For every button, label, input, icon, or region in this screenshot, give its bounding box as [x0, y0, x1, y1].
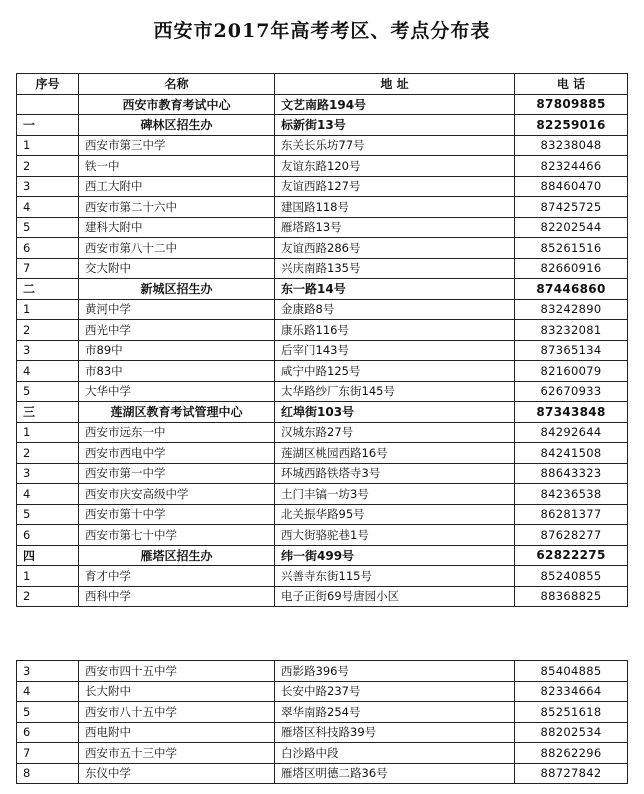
cell-address: 咸宁中路125号	[275, 361, 515, 382]
table-row	[17, 135, 628, 156]
cell-no: 2	[17, 586, 79, 607]
cell-address: 环城西路铁塔寺3号	[275, 463, 515, 484]
cell-no: 7	[17, 743, 79, 764]
cell-no: 4	[17, 361, 79, 382]
cell-name: 东仪中学	[79, 763, 275, 784]
cell-name: 建科大附中	[79, 217, 275, 238]
cell-address: 建国路118号	[275, 197, 515, 218]
cell-address: 雁塔区明德二路36号	[275, 763, 515, 784]
table-row	[17, 340, 628, 361]
cell-name: 雁塔区招生办	[79, 545, 275, 566]
table-row	[17, 681, 628, 702]
cell-name: 西科中学	[79, 586, 275, 607]
cell-no: 7	[17, 258, 79, 279]
cell-phone: 88262296	[515, 743, 628, 764]
cell-name: 西安市八十五中学	[79, 702, 275, 723]
cell-address: 兴善寺东街115号	[275, 566, 515, 587]
table-row	[17, 422, 628, 443]
cell-no: 2	[17, 443, 79, 464]
page-title: 西安市2017年高考考区、考点分布表	[153, 20, 491, 42]
cell-name: 西安市四十五中学	[79, 661, 275, 682]
cell-phone: 88202534	[515, 722, 628, 743]
cell-phone: 87425725	[515, 197, 628, 218]
cell-address: 金康路8号	[275, 299, 515, 320]
cell-phone: 88727842	[515, 763, 628, 784]
cell-address: 土门丰镐一坊3号	[275, 484, 515, 505]
cell-name: 西安市远东一中	[79, 422, 275, 443]
cell-name: 铁一中	[79, 156, 275, 177]
cell-no: 6	[17, 238, 79, 259]
exam-site-table-continued	[16, 660, 628, 784]
table-row	[17, 217, 628, 238]
cell-address: 红埠街103号	[275, 402, 515, 423]
cell-address: 标新街13号	[275, 115, 515, 136]
cell-address: 西影路396号	[275, 661, 515, 682]
table-row	[17, 525, 628, 546]
cell-name: 西安市第七十中学	[79, 525, 275, 546]
cell-no: 4	[17, 681, 79, 702]
cell-no: 4	[17, 197, 79, 218]
cell-name: 西光中学	[79, 320, 275, 341]
cell-address: 纬一街499号	[275, 545, 515, 566]
cell-name: 西安市第二十六中	[79, 197, 275, 218]
cell-name: 西安市第三中学	[79, 135, 275, 156]
cell-phone: 87343848	[515, 402, 628, 423]
table-row	[17, 743, 628, 764]
cell-address: 电子正街69号唐园小区	[275, 586, 515, 607]
cell-address: 西大街骆驼巷1号	[275, 525, 515, 546]
cell-phone: 82334664	[515, 681, 628, 702]
cell-phone: 82324466	[515, 156, 628, 177]
cell-address: 太华路纱厂东街145号	[275, 381, 515, 402]
cell-no: 一	[17, 115, 79, 136]
cell-address: 友谊西路127号	[275, 176, 515, 197]
cell-phone: 85240855	[515, 566, 628, 587]
cell-address: 文艺南路194号	[275, 94, 515, 115]
cell-phone: 83238048	[515, 135, 628, 156]
table-row	[17, 320, 628, 341]
cell-phone: 86281377	[515, 504, 628, 525]
cell-no: 1	[17, 135, 79, 156]
cell-address: 友谊东路120号	[275, 156, 515, 177]
cell-no: 三	[17, 402, 79, 423]
table-row	[17, 299, 628, 320]
cell-name: 西安市西电中学	[79, 443, 275, 464]
cell-name: 大华中学	[79, 381, 275, 402]
table-row	[17, 722, 628, 743]
exam-site-table	[16, 73, 628, 607]
district-office-row	[17, 545, 628, 566]
cell-phone: 82160079	[515, 361, 628, 382]
cell-no: 5	[17, 381, 79, 402]
cell-no: 4	[17, 484, 79, 505]
table-row	[17, 176, 628, 197]
cell-no: 3	[17, 661, 79, 682]
table-row	[17, 586, 628, 607]
cell-name: 西安市教育考试中心	[79, 94, 275, 115]
cell-phone: 83242890	[515, 299, 628, 320]
cell-phone: 84241508	[515, 443, 628, 464]
cell-name: 西安市五十三中学	[79, 743, 275, 764]
cell-no: 1	[17, 422, 79, 443]
cell-address: 莲湖区桃园西路16号	[275, 443, 515, 464]
cell-address: 东一路14号	[275, 279, 515, 300]
cell-name: 莲湖区教育考试管理中心	[79, 402, 275, 423]
cell-phone: 87809885	[515, 94, 628, 115]
table-row	[17, 566, 628, 587]
cell-name: 长大附中	[79, 681, 275, 702]
cell-name: 西安市第十中学	[79, 504, 275, 525]
table-row	[17, 702, 628, 723]
cell-phone: 84236538	[515, 484, 628, 505]
cell-name: 市83中	[79, 361, 275, 382]
cell-address: 康乐路116号	[275, 320, 515, 341]
cell-no: 5	[17, 504, 79, 525]
header-address: 地 址	[275, 74, 515, 95]
cell-address: 长安中路237号	[275, 681, 515, 702]
district-office-row	[17, 402, 628, 423]
table-row	[17, 156, 628, 177]
cell-name: 交大附中	[79, 258, 275, 279]
cell-no: 6	[17, 722, 79, 743]
cell-address: 后宰门143号	[275, 340, 515, 361]
cell-phone: 82202544	[515, 217, 628, 238]
table-row	[17, 484, 628, 505]
cell-phone: 62670933	[515, 381, 628, 402]
cell-address: 雁塔路13号	[275, 217, 515, 238]
cell-name: 西电附中	[79, 722, 275, 743]
header-no: 序号	[17, 74, 79, 95]
cell-name: 新城区招生办	[79, 279, 275, 300]
header-phone: 电 话	[515, 74, 628, 95]
cell-phone: 87446860	[515, 279, 628, 300]
table-row	[17, 197, 628, 218]
cell-phone: 85251618	[515, 702, 628, 723]
district-office-row	[17, 94, 628, 115]
cell-no: 1	[17, 566, 79, 587]
cell-no: 2	[17, 156, 79, 177]
cell-phone: 88643323	[515, 463, 628, 484]
cell-name: 西安市第八十二中	[79, 238, 275, 259]
cell-name: 西安市庆安高级中学	[79, 484, 275, 505]
header-name: 名称	[79, 74, 275, 95]
cell-phone: 62822275	[515, 545, 628, 566]
cell-no: 6	[17, 525, 79, 546]
cell-no: 8	[17, 763, 79, 784]
cell-address: 友谊西路286号	[275, 238, 515, 259]
cell-name: 黄河中学	[79, 299, 275, 320]
cell-name: 西工大附中	[79, 176, 275, 197]
table-row	[17, 504, 628, 525]
cell-no: 5	[17, 217, 79, 238]
district-office-row	[17, 279, 628, 300]
cell-name: 育才中学	[79, 566, 275, 587]
table-row	[17, 763, 628, 784]
table-row	[17, 258, 628, 279]
cell-address: 北关振华路95号	[275, 504, 515, 525]
cell-phone: 83232081	[515, 320, 628, 341]
cell-no: 3	[17, 340, 79, 361]
table-row	[17, 443, 628, 464]
cell-address: 兴庆南路135号	[275, 258, 515, 279]
cell-name: 市89中	[79, 340, 275, 361]
cell-phone: 87365134	[515, 340, 628, 361]
cell-phone: 87628277	[515, 525, 628, 546]
cell-address: 汉城东路27号	[275, 422, 515, 443]
cell-phone: 84292644	[515, 422, 628, 443]
cell-phone: 88460470	[515, 176, 628, 197]
cell-no: 5	[17, 702, 79, 723]
cell-name: 碑林区招生办	[79, 115, 275, 136]
district-office-row	[17, 115, 628, 136]
table-row	[17, 238, 628, 259]
table-row	[17, 381, 628, 402]
cell-no: 3	[17, 176, 79, 197]
cell-no: 1	[17, 299, 79, 320]
cell-no: 2	[17, 320, 79, 341]
cell-address: 翠华南路254号	[275, 702, 515, 723]
cell-phone: 85404885	[515, 661, 628, 682]
table-row	[17, 361, 628, 382]
cell-no	[17, 94, 79, 115]
cell-address: 东关长乐坊77号	[275, 135, 515, 156]
cell-no: 四	[17, 545, 79, 566]
cell-address: 白沙路中段	[275, 743, 515, 764]
cell-phone: 85261516	[515, 238, 628, 259]
cell-phone: 82259016	[515, 115, 628, 136]
cell-name: 西安市第一中学	[79, 463, 275, 484]
cell-address: 雁塔区科技路39号	[275, 722, 515, 743]
table-header-row	[17, 74, 628, 95]
cell-no: 3	[17, 463, 79, 484]
cell-phone: 82660916	[515, 258, 628, 279]
table-row	[17, 463, 628, 484]
cell-phone: 88368825	[515, 586, 628, 607]
cell-no: 二	[17, 279, 79, 300]
table-row	[17, 661, 628, 682]
